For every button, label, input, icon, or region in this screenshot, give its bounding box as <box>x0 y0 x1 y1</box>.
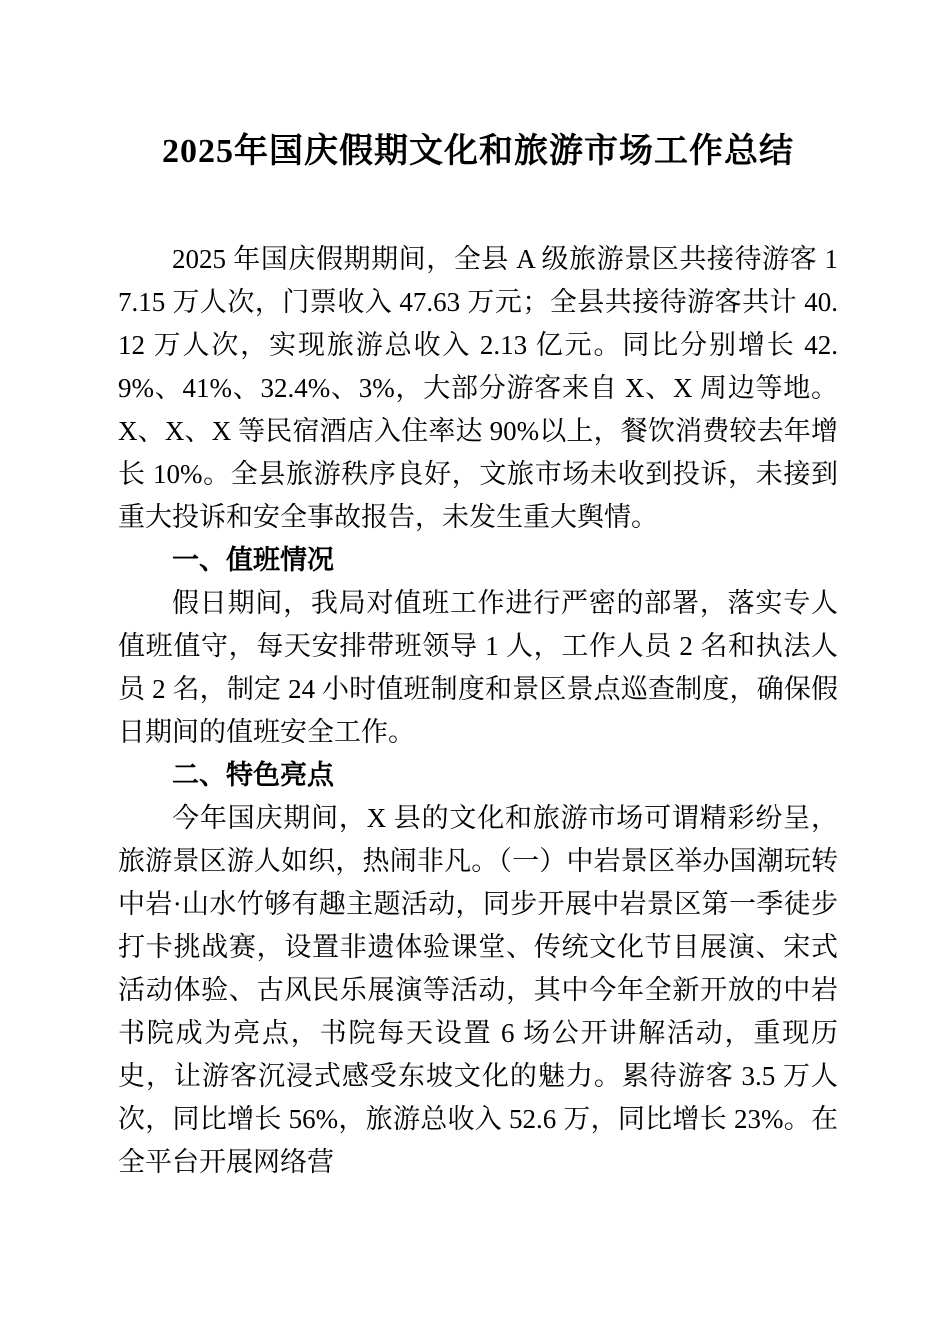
heading-section-2: 二、特色亮点 <box>172 760 334 790</box>
paragraph-duty-work: 假日期间，我局对值班工作进行严密的部署，落实专人值班值守，每天安排带班领导 1 人，工作人员 2 名和执法人员 2 名，制定 24 小时值班制度和景区景点巡查制度，确保假日期间的值班安全工作。 <box>118 588 838 747</box>
document-title: 2025年国庆假期文化和旅游市场工作总结 <box>162 133 794 170</box>
heading-section-1: 一、值班情况 <box>172 545 334 575</box>
paragraph-highlights: 今年国庆期间，X 县的文化和旅游市场可谓精彩纷呈，旅游景区游人如织，热闹非凡。（一）中岩景区举办国潮玩转中岩·山水竹够有趣主题活动，同步开展中岩景区第一季徒步打卡挑战赛，设置非遗体验课堂、传统文化节目展演、宋式活动体验、古风民乐展演等活动，其中今年全新开放的中岩书院成为亮点，书院每天设置 6 场公开讲解活动，重现历史，让游客沉浸式感受东坡文化的魅力。累待游客 3.5 万人次，同比增长 56%，旅游总收入 52.6 万，同比增长 23%。在全平台开展网络营 <box>118 803 838 1177</box>
paragraph-overview: 2025 年国庆假期期间，全县 A 级旅游景区共接待游客 17.15 万人次，门票收入 47.63 万元；全县共接待游客共计 40.12 万人次，实现旅游总收入 2.13 亿元。同比分别增长 42.9%、41%、32.4%、3%，大部分游客来自 X、X 周边等地。X、X、X 等民宿酒店入住率达 90%以上，餐饮消费较去年增长 10%。全县旅游秩序良好，文旅市场未收到投诉，未接到重大投诉和安全事故报告，未发生重大舆情。 <box>118 244 838 532</box>
